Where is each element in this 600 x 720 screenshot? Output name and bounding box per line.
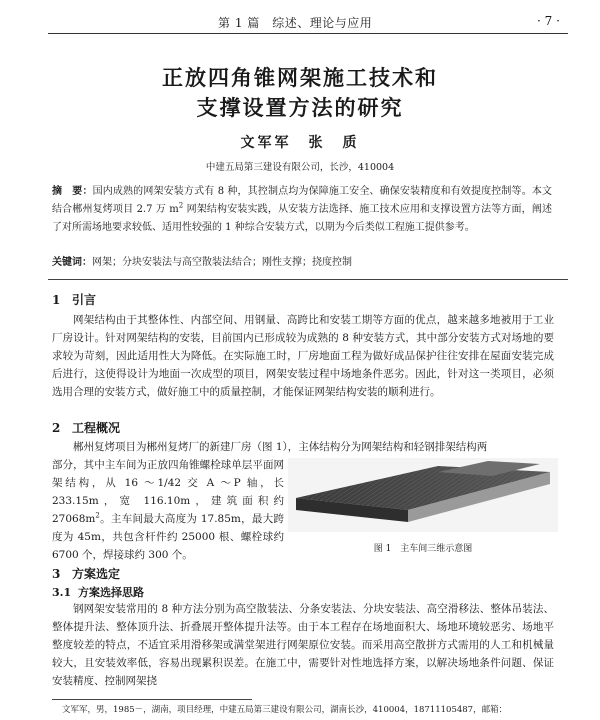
overview-text-b: 。主车间最大高度为 17.85m，最大跨度为 45m，共包含杆件约 25000 根、螺栓球约 6700 个，焊接球约 300 个。 bbox=[52, 513, 284, 561]
abstract-label: 摘 要： bbox=[52, 186, 93, 197]
section-title: 工程概况 bbox=[72, 421, 121, 435]
affiliation: 中建五局第三建设有限公司，长沙，410004 bbox=[205, 162, 395, 173]
section-number: 3 bbox=[52, 567, 61, 581]
chapter-title: 第 1 篇 综述、理论与应用 bbox=[218, 16, 373, 30]
section-3-heading bbox=[52, 565, 120, 582]
paper-title-line-2: 支撑设置方法的研究 bbox=[196, 95, 404, 120]
header-rule bbox=[48, 33, 568, 34]
subsection-number: 3.1 bbox=[52, 586, 72, 599]
overview-text-a: 部分，其中主车间为正放四角锥螺栓球单层平面网架结构，从 16 ～1/42 交 A ～P 轴，长 233.15m，宽 116.10m，建筑面积约 27068m bbox=[52, 459, 284, 525]
section-1-heading bbox=[52, 291, 96, 308]
keywords bbox=[52, 256, 552, 270]
paper-title-line-1: 正放四角锥网架施工技术和 bbox=[162, 65, 438, 90]
abstract-sup: 2 bbox=[178, 201, 184, 210]
scheme-paragraph: 钢网架安装常用的 8 种方法分别为高空散装法、分条安装法、分块安装法、高空滑移法、整体吊装法、整体提升法、整体顶升法、折叠展开整体提升法等。由于本工程存在场地面积大、场地环境较恶劣、场地平整度较差的特点，不适宜采用滑移架或满堂架进行网架原位安装。而采用高空散拼方式需用的人工和机械量较大，且安装效率低，容易出现累积误差。在施工中，需要针对性地选择方案，以解决场地条件问题、保证安装精度、控制网架挠 bbox=[52, 603, 554, 687]
section-2-heading bbox=[52, 419, 120, 436]
section-number: 1 bbox=[52, 293, 61, 307]
author-footnote: 文军军，男，1985－，湖南，项目经理，中建五局第三建设有限公司，湖南长沙，410004，18711105487，邮箱： bbox=[62, 705, 508, 715]
abstract-divider bbox=[48, 279, 568, 280]
section-title: 方案选定 bbox=[72, 567, 121, 581]
page-number: · 7 · bbox=[537, 14, 560, 28]
subsection-3-1-heading bbox=[52, 584, 144, 600]
authors: 文军军 张 质 bbox=[240, 135, 360, 151]
abstract bbox=[52, 183, 552, 237]
intro-paragraph: 网架结构由于其整体性、内部空间、用钢量、高跨比和安装工期等方面的优点，越来越多地被用于工业厂房设计。针对网架结构的安装，目前国内已形成较为成熟的 8 种安装方式，其中部分安装方式对场地的要求较为苛刻，因此适用性大为降低。在实际施工时，厂房地面工程为做好成品保护往往安排在屋面安装完成后进行，这使得设计为地面一次成型的项目，网架安装过程中场地条件恶劣。因此，针对这一类项目，必须选用合理的安装方式，做好施工中的质量控制，才能保证网架结构安装的顺利进行。 bbox=[52, 314, 554, 398]
figure-caption: 图 1 主车间三维示意图 bbox=[373, 544, 473, 554]
overview-sup: 2 bbox=[95, 511, 100, 520]
overview-paragraph-full: 郴州复烤项目为郴州复烤厂的新建厂房（图 1），主体结构分为网架结构和轻钢排架结构两 bbox=[73, 441, 488, 453]
subsection-title: 方案选择思路 bbox=[78, 586, 144, 599]
section-number: 2 bbox=[52, 421, 61, 435]
main-workshop-3d-figure bbox=[288, 458, 558, 532]
keywords-label: 关键词： bbox=[52, 257, 92, 268]
abstract-text-1: 国内成熟的网架安装方式有 8 种，其控制点均为保障施工安全、确保安装精度和有效提度控制等。本文结合郴州复烤项目 2.7 万 m bbox=[52, 186, 552, 215]
keywords-text: 网架；分块安装法与高空散装法结合；刚性支撑；挠度控制 bbox=[92, 257, 352, 268]
abstract-text-2: 网架结构安装实践，从安装方法选择、施工技术应用和支撑设置方法等方面，阐述了对所需场地要求较低、适用性较强的 1 种综合安装方式，以期为今后类似工程施工提供参考。 bbox=[52, 204, 552, 233]
section-title: 引言 bbox=[72, 293, 97, 307]
overview-paragraph-narrow bbox=[52, 456, 284, 564]
footnote-rule bbox=[52, 699, 252, 700]
